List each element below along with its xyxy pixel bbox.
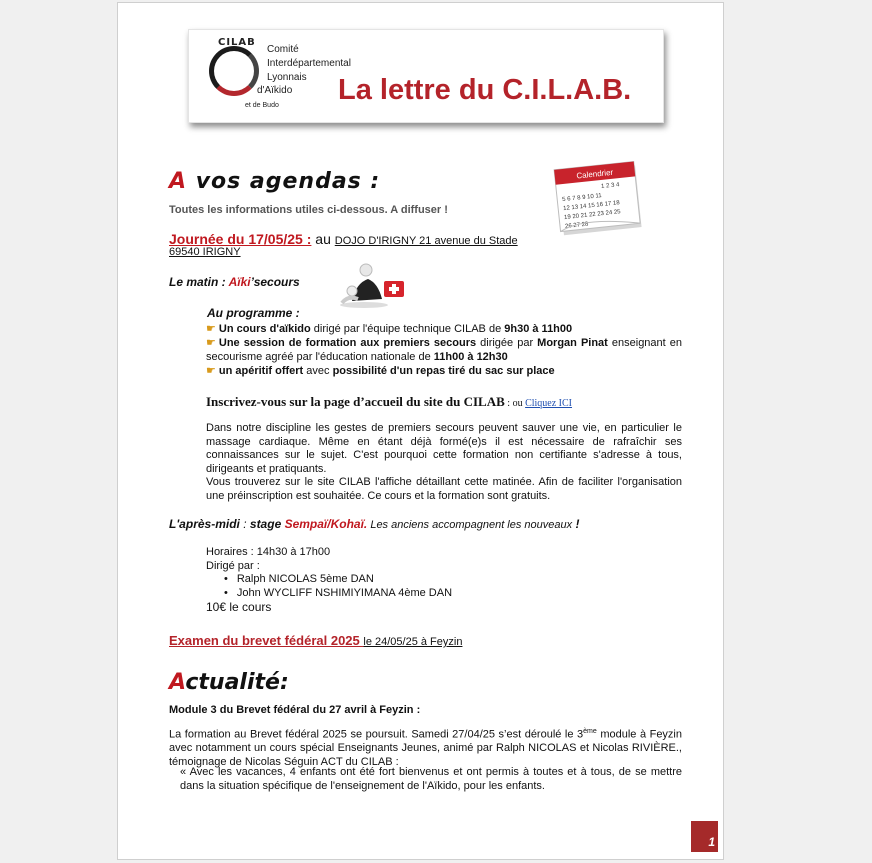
journee-city: 69540 IRIGNY	[169, 246, 241, 258]
item1-title: Un cours d'aïkido	[218, 323, 311, 335]
journee-label: Journée du 17/05/25 :	[169, 231, 312, 247]
cliquez-ici-link[interactable]: Cliquez ICI	[525, 398, 573, 409]
matin-label: Le matin :	[169, 275, 229, 289]
actualite-body-sup: ème	[583, 728, 597, 735]
actualite-body-2: module à Feyzin avec notamment un cours spécial Enseignants Jeunes, animé par Ralph NICOLAS et Nicolas RIVIÈRE., témoignage de Nicolas Séguin ACT du CILAB :	[169, 728, 682, 768]
stage-horaires: Horaires : 14h30 à 17h00	[206, 546, 331, 558]
logo-line-1: Comité	[267, 44, 299, 55]
apres-excl: !	[572, 517, 580, 531]
stage-price: 10€ le cours	[206, 600, 272, 614]
logo-cilab-text: CILAB	[218, 37, 256, 48]
item1-text: dirigé par l'équipe technique CILAB de	[310, 323, 505, 335]
item2-text-2: enseignant en secourisme agréé par l'éducation nationale de	[206, 337, 683, 363]
logo-line-4: d'Aïkido	[257, 85, 293, 96]
calendar-row-1: 1 2 3 4	[600, 182, 620, 191]
secours-paragraph	[206, 422, 682, 503]
calendar-row-4: 19 20 21 22 23 24 25	[563, 209, 621, 222]
examen-line	[169, 630, 462, 649]
item2-time: 11h00 à 12h30	[433, 351, 508, 363]
stage-details	[206, 546, 452, 615]
stage-dirige: Dirigé par :	[206, 559, 260, 572]
examen-date: le 24/05/25 à Feyzin	[363, 636, 463, 648]
journee-au: au	[311, 231, 335, 247]
teacher-name: Ralph NICOLAS 5ème DAN	[236, 573, 374, 585]
pointing-hand-icon: ☛	[206, 323, 216, 335]
teacher-name: John WYCLIFF NSHIMIYIMANA 4ème DAN	[236, 586, 453, 599]
item3-text: avec	[303, 365, 333, 377]
newsletter-title: La lettre du C.I.L.A.B.	[338, 74, 632, 106]
teacher-item: • Ralph NICOLAS 5ème DAN	[224, 573, 374, 585]
page-number: 1	[691, 821, 718, 852]
actualite-body	[169, 725, 682, 769]
calendar-icon	[550, 153, 654, 237]
programme-item-2	[206, 336, 682, 364]
logo-line-5: et de Budo	[245, 102, 279, 109]
matin-aiki: Aïki	[228, 275, 251, 289]
module-title: Module 3 du Brevet fédéral du 27 avril à Feyzin :	[169, 704, 421, 716]
logo-line-2: Interdépartemental	[267, 58, 351, 69]
agenda-subtitle: Toutes les informations utiles ci-dessous. A diffuser !	[169, 204, 448, 216]
apres-sempai: Sempaï/Kohaï.	[284, 517, 368, 531]
inscription-ou: : ou	[504, 398, 526, 409]
calendar-row-2: 5 6 7 8 9 10 11	[562, 193, 603, 204]
agenda-heading	[169, 169, 380, 194]
teacher-list	[206, 573, 452, 600]
apres-label: L'après-midi	[169, 517, 240, 531]
item3-detail: possibilité d'un repas tiré du sac sur place	[332, 365, 555, 377]
document-page	[117, 2, 724, 860]
actualite-heading-initial: A	[169, 670, 186, 695]
first-aid-icon	[338, 261, 408, 309]
secours-para-2: Vous trouverez sur le site CILAB l'affiche détaillant cette matinée. Afin de faciliter l'organisation une préinscription est souhaitée. Ce cours et la formation sont gratuits.	[206, 476, 682, 502]
agenda-heading-initial: A	[169, 169, 188, 194]
apres-midi-line	[169, 517, 579, 531]
calendar-row-3: 12 13 14 15 16 17 18	[562, 200, 620, 213]
inscription-line	[206, 391, 572, 410]
matin-line	[169, 275, 300, 289]
item3-title: un apéritif offert	[218, 365, 304, 377]
pointing-hand-icon: ☛	[206, 337, 216, 349]
agenda-heading-rest: vos agendas :	[187, 169, 381, 194]
programme-label: Au programme :	[207, 306, 300, 320]
apres-note: Les anciens accompagnent les nouveaux	[367, 519, 573, 531]
journee-place: DOJO D'IRIGNY 21 avenue du Stade	[334, 235, 518, 247]
calendar-row-5: 26 27 28	[564, 221, 589, 231]
actualite-quote: « Avec les vacances, 4 enfants ont été fort bienvenus et ont permis à toutes et à tous, de se mettre dans la situation spécifique de l'enseignement de l'Aïkido, pour les enfants.	[180, 766, 682, 792]
examen-label: Examen du brevet fédéral 2025	[169, 633, 364, 648]
actualite-heading-rest: ctualité:	[185, 670, 289, 695]
teacher-item: • John WYCLIFF NSHIMIYIMANA 4ème DAN	[224, 586, 453, 599]
secours-para-1: Dans notre discipline les gestes de premiers secours peuvent sauver une vie, en particulier le massage cardiaque. Même en étant déjà formé(e)s il est nécessaire de rafraîchir ses connaissances sur le sujet. C'est pourquoi cette formation non certifiante s'adresse à tous, dirigeants et pratiquants.	[206, 422, 682, 475]
calendar-label: Calendrier	[575, 167, 614, 181]
matin-secours: ’secours	[250, 275, 300, 289]
programme-list	[206, 322, 682, 378]
item2-title: Une session de formation aux premiers secours	[218, 337, 477, 349]
cilab-logo-icon	[209, 46, 259, 96]
programme-item-3	[206, 364, 682, 378]
newsletter-banner	[188, 29, 664, 123]
item1-time: 9h30 à 11h00	[504, 323, 573, 335]
item2-text: dirigée par	[476, 337, 538, 349]
actualite-body-1: La formation au Brevet fédéral 2025 se poursuit. Samedi 27/04/25 s’est déroulé le 3	[169, 728, 584, 741]
item2-name: Morgan Pinat	[537, 337, 608, 349]
apres-stage: stage	[249, 517, 285, 531]
pointing-hand-icon: ☛	[206, 365, 216, 377]
logo-line-3: Lyonnais	[267, 72, 307, 83]
apres-colon: :	[239, 517, 250, 531]
inscription-text: Inscrivez-vous sur la page d’accueil du site du CILAB	[206, 394, 505, 409]
actualite-heading	[169, 670, 289, 695]
programme-item-1	[206, 322, 682, 336]
